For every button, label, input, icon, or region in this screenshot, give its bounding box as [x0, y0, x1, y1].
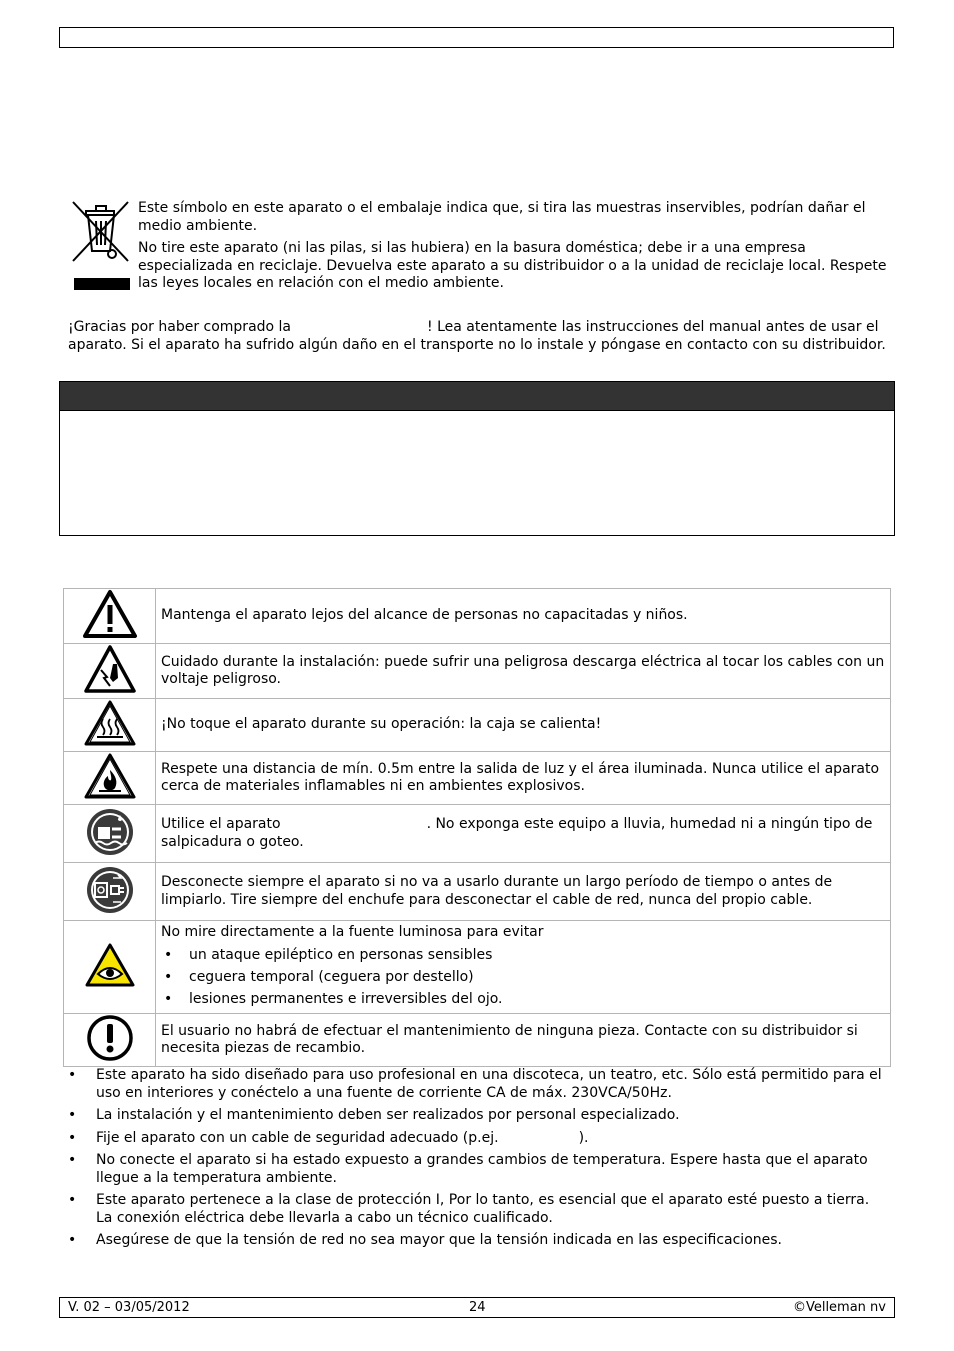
- eye-warning-icon: [84, 942, 136, 988]
- safety-row: [64, 1014, 891, 1067]
- safety-text: Respete una distancia de mín. 0.5m entre la salida de luz y el área iluminada. Nunca utilice el aparato cerca de materiales inflamables ni en ambientes explosivos.: [156, 752, 891, 805]
- list-item: • ceguera temporal (ceguera por destello): [161, 966, 886, 988]
- header-box: [59, 27, 894, 48]
- flammable-icon: [83, 752, 137, 800]
- weee-text-1: Este símbolo en este aparato o el embalaje indica que, si tira las muestras inservibles, podrían dañar el medio ambiente.: [138, 200, 866, 234]
- exclamation-circle-icon: [86, 1014, 134, 1062]
- safety-row: [64, 921, 891, 1014]
- safety-row: [64, 589, 891, 644]
- safety-text: No mire directamente a la fuente luminosa para evitar: [161, 924, 544, 941]
- list-item: • La instalación y el mantenimiento deben ser realizados por personal especializado.: [66, 1107, 886, 1125]
- crossed-bin-icon: [70, 199, 132, 291]
- footer: [59, 1297, 895, 1318]
- footer-version: V. 02 – 03/05/2012: [68, 1300, 190, 1315]
- safety-row: [64, 863, 891, 921]
- list-item-text-before: Fije el aparato con un cable de seguridad adecuado (p.ej.: [96, 1129, 499, 1146]
- warning-triangle-icon: [82, 589, 138, 639]
- section-heading-bar: [59, 381, 895, 411]
- intro-paragraph: [68, 319, 888, 354]
- intro-text-after: ! Lea atentamente las instrucciones del manual antes de usar el aparato. Si el aparato ha sufrido algún daño en el transporte no lo instale y póngase en contacto con su distribuidor.: [68, 319, 886, 353]
- list-item: • lesiones permanentes e irreversibles del ojo.: [161, 988, 886, 1010]
- electric-shock-icon: [83, 644, 137, 694]
- safety-text-after: . No exponga este equipo a lluvia, humedad ni a ningún tipo de salpicadura o goteo.: [161, 816, 873, 850]
- safety-text-cell: [156, 921, 891, 1014]
- list-item: • Este aparato ha sido diseñado para uso profesional en una discoteca, un teatro, etc. Sólo está permitido para el uso en interiores y conéctelo a una fuente de corriente CA de máx. 230VCA/50Hz.: [66, 1067, 886, 1102]
- safety-table: [63, 588, 891, 1067]
- weee-text-2: No tire este aparato (ni las pilas, si las hubiera) en la basura doméstica; debe ir a una empresa especializada en reciclaje. Devuelva este aparato a su distribuidor o a la unidad de reciclaje local. Respete las leyes locales en relación con el medio ambiente.: [138, 240, 887, 291]
- list-item-text-after: ).: [578, 1129, 589, 1146]
- hot-surface-icon: [83, 699, 137, 747]
- footer-copyright: ©Velleman nv: [792, 1300, 886, 1315]
- info-box: [59, 410, 895, 536]
- safety-row: [64, 805, 891, 863]
- general-guidelines-list: [66, 1067, 886, 1255]
- safety-row: [64, 752, 891, 805]
- safety-text: Cuidado durante la instalación: puede sufrir una peligrosa descarga eléctrica al tocar los cables con un voltaje peligroso.: [156, 644, 891, 699]
- unplug-icon: [85, 865, 135, 915]
- safety-bullet-list: [161, 944, 886, 1010]
- safety-text: [156, 805, 891, 863]
- safety-text: ¡No toque el aparato durante su operación: la caja se calienta!: [156, 699, 891, 752]
- footer-page-number: 24: [469, 1300, 486, 1315]
- safety-text: El usuario no habrá de efectuar el mantenimiento de ninguna pieza. Contacte con su distribuidor si necesita piezas de recambio.: [156, 1014, 891, 1067]
- safety-text: Desconecte siempre el aparato si no va a usarlo durante un largo período de tiempo o antes de limpiarlo. Tire siempre del enchufe para desconectar el cable de red, nunca del propio cable.: [156, 863, 891, 921]
- list-item: • Este aparato pertenece a la clase de protección I, Por lo tanto, es esencial que el aparato esté puesto a tierra. La conexión eléctrica debe llevarla a cabo un técnico cualificado.: [66, 1192, 886, 1227]
- safety-text: Mantenga el aparato lejos del alcance de personas no capacitadas y niños.: [156, 589, 891, 644]
- list-item: [66, 1130, 886, 1148]
- list-item: • Asegúrese de que la tensión de red no sea mayor que la tensión indicada en las especificaciones.: [66, 1232, 886, 1250]
- safety-row: [64, 699, 891, 752]
- list-item: • un ataque epiléptico en personas sensibles: [161, 944, 886, 966]
- no-water-icon: [85, 807, 135, 857]
- safety-row: [64, 644, 891, 699]
- safety-text-before: Utilice el aparato: [161, 816, 281, 832]
- intro-text-before: ¡Gracias por haber comprado la: [68, 319, 292, 335]
- list-item: • No conecte el aparato si ha estado expuesto a grandes cambios de temperatura. Espere hasta que el aparato llegue a la temperatura ambiente.: [66, 1152, 886, 1187]
